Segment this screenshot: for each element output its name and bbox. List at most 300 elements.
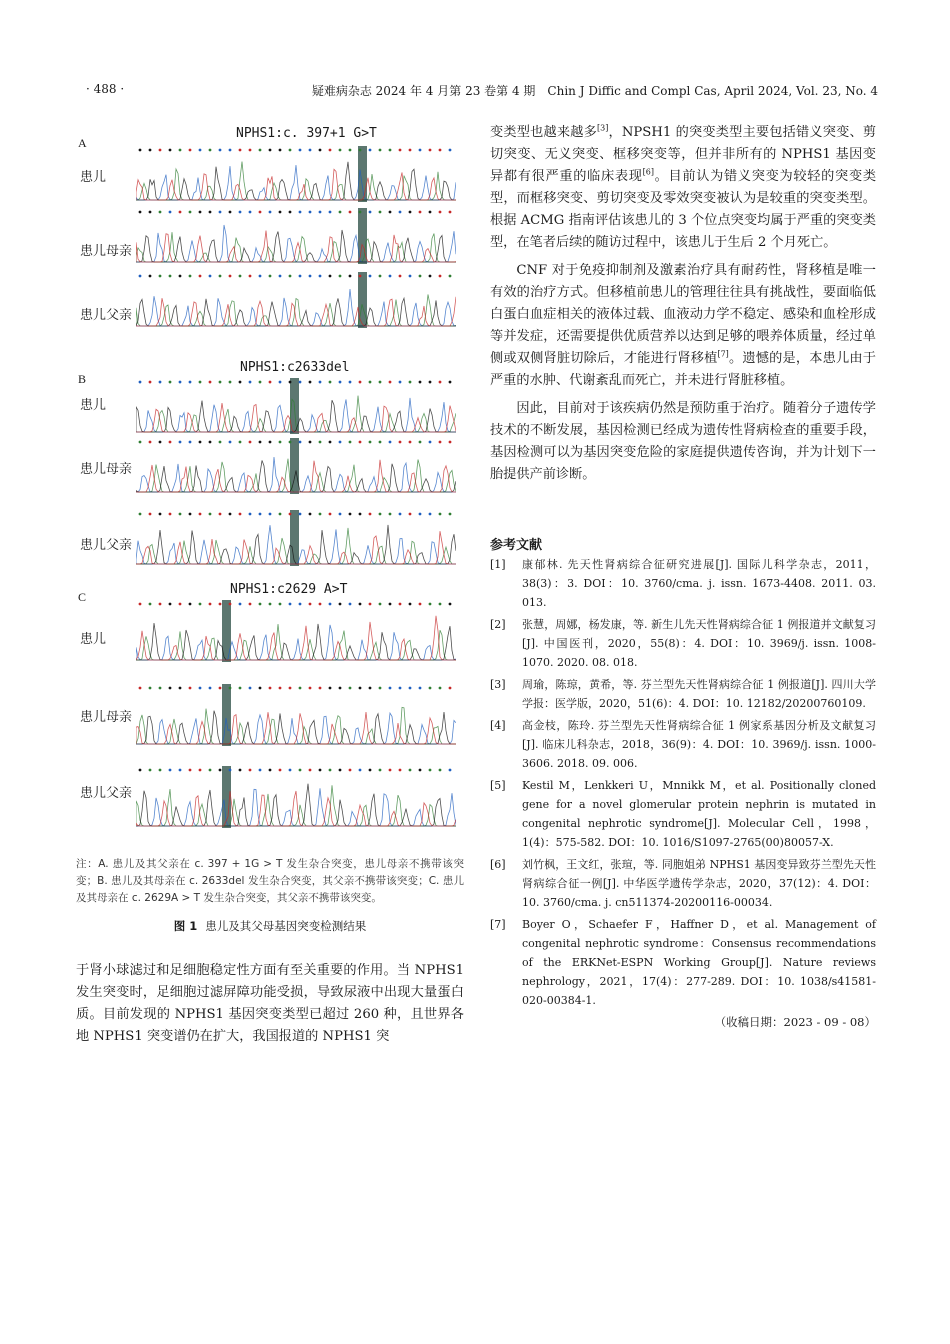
- panel-c-label-mother: 患儿母亲: [80, 710, 133, 725]
- left-paragraph: 于肾小球滤过和足细胞稳定性方面有至关重要的作用。当 NPHS1 发生突变时，足细胞过滤屏障功能受损，导致尿液中出现大量蛋白质。目前发现的 NPHS1 基因突变类型已超过 260 种，且世界各地 NPHS1 突变谱仍在扩大，我国报道的 NPHS1 突: [76, 963, 464, 1044]
- base-call-dot: [139, 769, 142, 772]
- base-call-dot: [259, 381, 262, 384]
- base-call-dot: [179, 687, 182, 690]
- base-call-dot: [299, 211, 302, 214]
- base-call-dot: [359, 513, 362, 516]
- base-call-dot: [209, 513, 212, 516]
- received-date: （收稿日期：2023 - 09 - 08）: [714, 1015, 876, 1029]
- base-call-dot: [439, 441, 442, 444]
- base-call-dot: [199, 687, 202, 690]
- citation-6: [6]: [642, 167, 654, 177]
- base-call-dot: [429, 769, 432, 772]
- base-call-dot: [309, 441, 312, 444]
- base-call-dot: [209, 687, 212, 690]
- base-call-dot: [219, 687, 222, 690]
- base-call-dot: [389, 211, 392, 214]
- chromatogram-a-mother: [136, 208, 456, 264]
- panel-a-label-father: 患儿父亲: [80, 308, 133, 323]
- base-call-dot: [399, 603, 402, 606]
- chromatogram-b-child: [136, 378, 456, 434]
- base-call-dot: [369, 381, 372, 384]
- base-call-dot: [359, 687, 362, 690]
- base-call-dot: [219, 149, 222, 152]
- base-call-dot: [349, 381, 352, 384]
- base-call-dot: [409, 687, 412, 690]
- base-call-dot: [319, 275, 322, 278]
- reference-text: 高金枝，陈玲. 芬兰型先天性肾病综合征 1 例家系基因分析及文献复习[J]. 临床儿科杂志，2018，36(9)：4. DOI：10. 3969/j. issn. 1000-3606. 2018. 09. 006.: [522, 719, 876, 770]
- base-call-dot: [169, 687, 172, 690]
- base-call-dot: [379, 513, 382, 516]
- base-call-dot: [219, 603, 222, 606]
- figure-caption: [76, 918, 464, 934]
- base-call-dot: [249, 149, 252, 152]
- base-call-dot: [159, 441, 162, 444]
- figure-caption-text: 患儿及其父母基因突变检测结果: [205, 919, 367, 933]
- base-call-dot: [259, 603, 262, 606]
- base-call-dot: [339, 687, 342, 690]
- base-call-dot: [409, 769, 412, 772]
- reference-item: [490, 776, 876, 852]
- base-call-dot: [149, 275, 152, 278]
- base-call-dot: [199, 211, 202, 214]
- base-call-dot: [449, 441, 452, 444]
- base-call-dot: [159, 381, 162, 384]
- base-call-dot: [139, 513, 142, 516]
- base-call-dot: [369, 769, 372, 772]
- variant-highlight: [222, 684, 231, 746]
- base-call-dot: [189, 211, 192, 214]
- base-call-dot: [379, 687, 382, 690]
- reference-text: 康郁林. 先天性肾病综合征研究进展[J]. 国际儿科学杂志，2011，38(3)：3. DOI：10. 3760/cma. j. issn. 1673-4408. 2011. 03. 013.: [522, 558, 876, 609]
- base-call-dot: [149, 687, 152, 690]
- base-call-dot: [349, 441, 352, 444]
- base-call-dot: [339, 603, 342, 606]
- base-call-dot: [379, 211, 382, 214]
- base-call-dot: [379, 149, 382, 152]
- reference-number: [4]: [490, 719, 506, 732]
- base-call-dot: [259, 513, 262, 516]
- citation-3: [3]: [596, 123, 609, 133]
- p2-part-b: 。遗憾的是，本患儿由于严重的水肿、代谢紊乱而死亡，并未进行肾脏移植。: [490, 351, 876, 388]
- base-call-dot: [179, 211, 182, 214]
- chromatogram-trace: [136, 231, 456, 262]
- base-call-dot: [239, 513, 242, 516]
- base-call-dot: [199, 441, 202, 444]
- base-call-dot: [229, 381, 232, 384]
- base-call-dot: [259, 687, 262, 690]
- base-call-dot: [419, 513, 422, 516]
- base-call-dot: [359, 441, 362, 444]
- base-call-dot: [319, 381, 322, 384]
- base-call-dot: [269, 211, 272, 214]
- base-call-dot: [449, 513, 452, 516]
- base-call-dot: [179, 275, 182, 278]
- base-call-dot: [149, 769, 152, 772]
- references-title: 参考文献: [490, 538, 543, 553]
- base-call-dot: [289, 769, 292, 772]
- base-call-dot: [339, 381, 342, 384]
- base-call-dot: [339, 211, 342, 214]
- base-call-dot: [159, 211, 162, 214]
- base-call-dot: [259, 275, 262, 278]
- panel-letter-a: A: [78, 136, 87, 150]
- base-call-dot: [429, 149, 432, 152]
- base-call-dot: [299, 381, 302, 384]
- left-column-text: [76, 960, 464, 1048]
- figure-note: 注：A. 患儿及其父亲在 c. 397 + 1G > T 发生杂合突变，患儿母亲不携带该突变；B. 患儿及其母亲在 c. 2633del 发生杂合突变，其父亲不携带该突变；C. 患儿及其母亲在 c. 2629A > T 发生杂合突变，其父亲不携带该突变。: [76, 858, 464, 904]
- base-call-dot: [269, 769, 272, 772]
- base-call-dot: [239, 211, 242, 214]
- base-call-dot: [159, 687, 162, 690]
- base-call-dot: [169, 769, 172, 772]
- base-call-dot: [149, 211, 152, 214]
- base-call-dot: [299, 441, 302, 444]
- base-call-dot: [369, 513, 372, 516]
- paragraph-3: 因此，目前对于该疾病仍然是预防重于治疗。随着分子遗传学技术的不断发展，基因检测已经成为遗传性肾病检查的重要手段，基因检测可以为基因突变危险的家庭提供遗传咨询，并为计划下一胎提供产前诊断。: [490, 401, 876, 482]
- base-call-dot: [339, 769, 342, 772]
- base-call-dot: [369, 149, 372, 152]
- base-call-dot: [319, 769, 322, 772]
- p1-part-c: 。目前认为错义突变为较轻的突变类型，而框移突变、剪切突变及零效突变被认为是较重的突变类型。根据 ACMG 指南评估该患儿的 3 个位点突变均属于严重的突变类型，在笔者后续的随访过程中，该患儿于生后 2 个月死亡。: [490, 169, 877, 250]
- base-call-dot: [439, 687, 442, 690]
- chromatogram-c-child: [136, 600, 456, 662]
- base-call-dot: [279, 381, 282, 384]
- base-call-dot: [269, 603, 272, 606]
- base-call-dot: [399, 513, 402, 516]
- base-call-dot: [279, 603, 282, 606]
- base-call-dot: [369, 603, 372, 606]
- page-number: · 488 ·: [86, 82, 125, 96]
- base-call-dot: [449, 211, 452, 214]
- base-call-dot: [199, 603, 202, 606]
- reference-item: [490, 555, 876, 612]
- reference-number: [1]: [490, 558, 506, 571]
- base-call-dot: [239, 603, 242, 606]
- base-call-dot: [419, 149, 422, 152]
- base-call-dot: [179, 769, 182, 772]
- chromatogram-c-father: [136, 766, 456, 828]
- base-call-dot: [159, 149, 162, 152]
- base-call-dot: [279, 211, 282, 214]
- panel-a-label-child: 患儿: [80, 170, 107, 185]
- base-call-dot: [449, 275, 452, 278]
- base-call-dot: [139, 603, 142, 606]
- chromatogram-trace: [136, 616, 456, 660]
- base-call-dot: [229, 441, 232, 444]
- chromatogram-trace: [136, 225, 456, 262]
- base-call-dot: [189, 149, 192, 152]
- panel-b-label-father: 患儿父亲: [80, 538, 133, 553]
- reference-item: [490, 855, 876, 912]
- base-call-dot: [169, 211, 172, 214]
- base-call-dot: [399, 381, 402, 384]
- reference-item: [490, 716, 876, 773]
- base-call-dot: [239, 441, 242, 444]
- base-call-dot: [209, 603, 212, 606]
- p1-part-b: ，NPSH1 的突变类型主要包括错义突变、剪切突变、无义突变、框移突变等，但并非所有的 NPHS1 基因变异都有很严重的临床表现: [490, 125, 877, 184]
- base-call-dot: [429, 381, 432, 384]
- base-call-dot: [329, 211, 332, 214]
- base-call-dot: [429, 211, 432, 214]
- base-call-dot: [249, 769, 252, 772]
- citation-7: [7]: [717, 349, 729, 359]
- base-call-dot: [159, 275, 162, 278]
- base-call-dot: [149, 441, 152, 444]
- base-call-dot: [439, 211, 442, 214]
- base-call-dot: [249, 381, 252, 384]
- base-call-dot: [239, 769, 242, 772]
- chromatogram-trace: [136, 624, 456, 660]
- reference-text: Kestil M，Lenkkeri U，Mnnikk M，et al. Positionally cloned gene for a novel glomerular protein nephrin is mutated in congenital nephrotic syndrome[J]. Molecular Cell，1998，1(4)：575-582. DOI：10. 1016/S1097-2765(00)80057-X.: [522, 779, 876, 849]
- chromatogram-b-mother: [136, 438, 456, 494]
- base-call-dot: [309, 687, 312, 690]
- p1-part-a: 变类型也越来越多: [490, 125, 597, 140]
- base-call-dot: [319, 603, 322, 606]
- base-call-dot: [269, 513, 272, 516]
- base-call-dot: [309, 603, 312, 606]
- chromatogram-a-father: [136, 272, 456, 328]
- base-call-dot: [329, 513, 332, 516]
- base-call-dot: [209, 769, 212, 772]
- base-call-dot: [359, 381, 362, 384]
- base-call-dot: [329, 769, 332, 772]
- base-call-dot: [269, 275, 272, 278]
- base-call-dot: [149, 381, 152, 384]
- base-call-dot: [239, 275, 242, 278]
- chromatogram-trace: [136, 784, 456, 826]
- base-call-dot: [269, 441, 272, 444]
- variant-highlight: [290, 510, 299, 566]
- reference-item: [490, 915, 876, 1010]
- base-call-dot: [199, 149, 202, 152]
- base-call-dot: [319, 441, 322, 444]
- reference-number: [6]: [490, 858, 506, 871]
- base-call-dot: [339, 441, 342, 444]
- base-call-dot: [169, 381, 172, 384]
- base-call-dot: [219, 275, 222, 278]
- base-call-dot: [429, 275, 432, 278]
- panel-b-label-mother: 患儿母亲: [80, 462, 133, 477]
- base-call-dot: [439, 381, 442, 384]
- base-call-dot: [409, 275, 412, 278]
- base-call-dot: [429, 441, 432, 444]
- base-call-dot: [229, 211, 232, 214]
- base-call-dot: [279, 687, 282, 690]
- base-call-dot: [319, 513, 322, 516]
- base-call-dot: [369, 687, 372, 690]
- base-call-dot: [329, 275, 332, 278]
- base-call-dot: [259, 441, 262, 444]
- base-call-dot: [449, 381, 452, 384]
- base-call-dot: [169, 149, 172, 152]
- base-call-dot: [289, 687, 292, 690]
- base-call-dot: [209, 211, 212, 214]
- base-call-dot: [189, 769, 192, 772]
- base-call-dot: [229, 513, 232, 516]
- reference-text: 刘竹枫，王文红，张瑄，等. 同胞姐弟 NPHS1 基因变异致芬兰型先天性肾病综合征一例[J]. 中华医学遗传学杂志，2020，37(12)：4. DOI：10. 3760/cma. j. cn511374-20200116-00034.: [522, 858, 876, 909]
- base-call-dot: [439, 769, 442, 772]
- base-call-dot: [369, 211, 372, 214]
- base-call-dot: [179, 603, 182, 606]
- base-call-dot: [409, 381, 412, 384]
- base-call-dot: [379, 769, 382, 772]
- base-call-dot: [299, 513, 302, 516]
- reference-list: [490, 555, 876, 1032]
- base-call-dot: [329, 381, 332, 384]
- base-call-dot: [239, 149, 242, 152]
- base-call-dot: [389, 381, 392, 384]
- base-call-dot: [249, 603, 252, 606]
- base-call-dot: [189, 603, 192, 606]
- base-call-dot: [389, 513, 392, 516]
- base-call-dot: [419, 603, 422, 606]
- base-call-dot: [419, 275, 422, 278]
- base-call-dot: [289, 603, 292, 606]
- base-call-dot: [349, 513, 352, 516]
- base-call-dot: [389, 149, 392, 152]
- base-call-dot: [429, 603, 432, 606]
- base-call-dot: [169, 513, 172, 516]
- base-call-dot: [189, 275, 192, 278]
- base-call-dot: [209, 381, 212, 384]
- base-call-dot: [359, 603, 362, 606]
- reference-text: 周瑜，陈琼，黄希，等. 芬兰型先天性肾病综合征 1 例报道[J]. 四川大学学报：医学版，2020，51(6)：4. DOI：10. 12182/20200760109.: [522, 678, 876, 710]
- base-call-dot: [299, 769, 302, 772]
- base-call-dot: [289, 381, 292, 384]
- base-call-dot: [439, 603, 442, 606]
- base-call-dot: [399, 211, 402, 214]
- panel-b-label-child: 患儿: [80, 398, 107, 413]
- base-call-dot: [289, 441, 292, 444]
- base-call-dot: [239, 687, 242, 690]
- base-call-dot: [299, 687, 302, 690]
- paragraph-2: [490, 260, 876, 392]
- base-call-dot: [279, 441, 282, 444]
- base-call-dot: [419, 441, 422, 444]
- base-call-dot: [229, 687, 232, 690]
- reference-text: Boyer O，Schaefer F，Haffner D，et al. Management of congenital nephrotic syndrome：Consensus recommendations of the ERKNet-ESPN Working Group[J]. Nature reviews nephrology，2021，17(4)：277-289. DOI：10. 1038/s41581-020-00384-1.: [522, 918, 876, 1007]
- panel-title-a: NPHS1:c. 397+1 G>T: [236, 126, 377, 141]
- base-call-dot: [399, 275, 402, 278]
- panel-title-c: NPHS1:c2629 A>T: [230, 582, 348, 597]
- base-call-dot: [159, 513, 162, 516]
- base-call-dot: [419, 687, 422, 690]
- base-call-dot: [149, 513, 152, 516]
- base-call-dot: [269, 381, 272, 384]
- base-call-dot: [419, 381, 422, 384]
- base-call-dot: [409, 211, 412, 214]
- base-call-dot: [409, 513, 412, 516]
- base-call-dot: [249, 513, 252, 516]
- base-call-dot: [269, 149, 272, 152]
- base-call-dot: [299, 275, 302, 278]
- base-call-dot: [259, 149, 262, 152]
- base-call-dot: [289, 513, 292, 516]
- base-call-dot: [219, 441, 222, 444]
- base-call-dot: [309, 769, 312, 772]
- base-call-dot: [169, 441, 172, 444]
- base-call-dot: [439, 275, 442, 278]
- base-call-dot: [299, 149, 302, 152]
- base-call-dot: [349, 149, 352, 152]
- base-call-dot: [289, 275, 292, 278]
- reference-number: [7]: [490, 918, 506, 931]
- chromatogram-b-father: [136, 510, 456, 566]
- base-call-dot: [329, 687, 332, 690]
- base-call-dot: [269, 687, 272, 690]
- base-call-dot: [419, 769, 422, 772]
- base-call-dot: [439, 513, 442, 516]
- base-call-dot: [239, 381, 242, 384]
- base-call-dot: [209, 275, 212, 278]
- reference-item: [490, 615, 876, 672]
- base-call-dot: [349, 603, 352, 606]
- reference-item: [490, 675, 876, 713]
- chromatogram-trace: [136, 230, 456, 262]
- base-call-dot: [339, 513, 342, 516]
- base-call-dot: [359, 149, 362, 152]
- base-call-dot: [219, 381, 222, 384]
- base-call-dot: [199, 769, 202, 772]
- base-call-dot: [309, 513, 312, 516]
- base-call-dot: [149, 149, 152, 152]
- chromatogram-a-child: [136, 146, 456, 202]
- base-call-dot: [179, 381, 182, 384]
- base-call-dot: [279, 513, 282, 516]
- base-call-dot: [349, 769, 352, 772]
- chromatogram-trace: [136, 232, 456, 262]
- chromatogram-c-mother: [136, 684, 456, 746]
- base-call-dot: [389, 275, 392, 278]
- chromatogram-trace: [136, 712, 456, 744]
- base-call-dot: [419, 211, 422, 214]
- base-call-dot: [169, 275, 172, 278]
- base-call-dot: [189, 441, 192, 444]
- base-call-dot: [219, 769, 222, 772]
- base-call-dot: [329, 149, 332, 152]
- base-call-dot: [329, 441, 332, 444]
- base-call-dot: [429, 687, 432, 690]
- base-call-dot: [159, 769, 162, 772]
- base-call-dot: [399, 687, 402, 690]
- base-call-dot: [449, 769, 452, 772]
- base-call-dot: [279, 769, 282, 772]
- base-call-dot: [319, 149, 322, 152]
- base-call-dot: [399, 441, 402, 444]
- base-call-dot: [329, 603, 332, 606]
- base-call-dot: [309, 149, 312, 152]
- base-call-dot: [159, 603, 162, 606]
- base-call-dot: [349, 687, 352, 690]
- base-call-dot: [359, 275, 362, 278]
- base-call-dot: [449, 687, 452, 690]
- base-call-dot: [349, 211, 352, 214]
- base-call-dot: [249, 211, 252, 214]
- base-call-dot: [379, 603, 382, 606]
- base-call-dot: [349, 275, 352, 278]
- base-call-dot: [249, 687, 252, 690]
- base-call-dot: [369, 275, 372, 278]
- base-call-dot: [359, 769, 362, 772]
- base-call-dot: [179, 513, 182, 516]
- base-call-dot: [319, 687, 322, 690]
- base-call-dot: [149, 603, 152, 606]
- base-call-dot: [399, 149, 402, 152]
- base-call-dot: [139, 687, 142, 690]
- base-call-dot: [139, 149, 142, 152]
- base-call-dot: [219, 211, 222, 214]
- base-call-dot: [339, 149, 342, 152]
